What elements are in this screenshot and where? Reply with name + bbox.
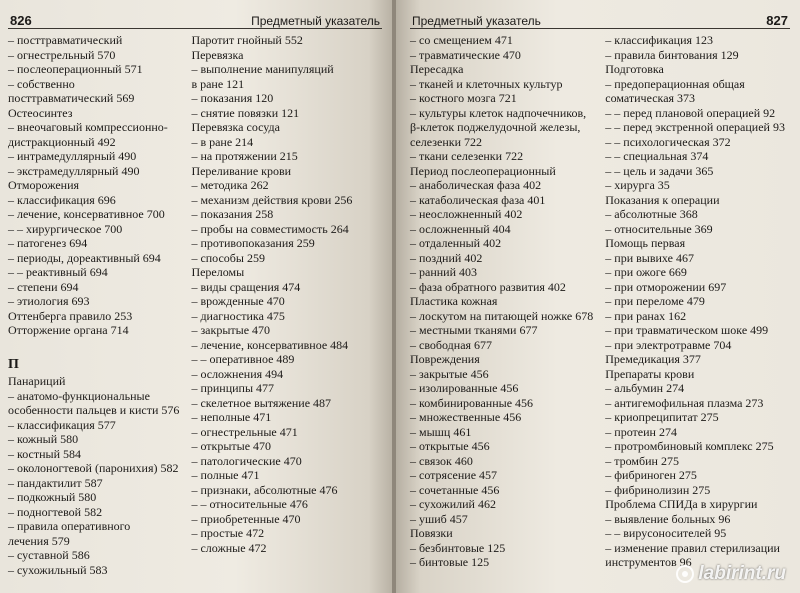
index-entry: – скелетное вытяжение 487	[191, 395, 332, 410]
index-entry: – анаболическая фаза 402	[410, 178, 542, 192]
index-entry: – на протяжении 215	[191, 149, 298, 163]
index-entry: – ранний 403	[410, 265, 478, 279]
index-entry: – закрытые 470	[191, 323, 271, 337]
index-entry: – приобретенные 470	[191, 511, 301, 526]
index-entry: – мышц 461	[410, 424, 472, 439]
index-entry: Перевязка	[191, 47, 244, 62]
index-entry: – осложненный 404	[410, 221, 511, 236]
index-entry: – посттравматический	[8, 33, 123, 47]
page-number: 827	[766, 13, 788, 28]
letter-heading: П	[8, 357, 19, 372]
index-entry: – при переломе 479	[605, 294, 705, 308]
index-entry: – – перед плановой операцией 92	[605, 105, 776, 120]
index-entry: – огнестрельные 471	[191, 424, 298, 439]
watermark	[676, 563, 786, 585]
index-entry: – правила бинтования 129	[605, 47, 739, 62]
index-entry: Переливание крови	[191, 163, 292, 178]
index-entry: Переломы	[191, 265, 245, 279]
index-entry: – – перед экстренной операцией 93	[605, 120, 785, 134]
index-entry: – ушиб 457	[410, 511, 468, 526]
index-entry: – лечение, консервативное 700	[8, 207, 165, 221]
index-entry: – виды сращения 474	[191, 279, 301, 294]
index-entry: – сотрясение 457	[410, 468, 498, 482]
index-entry: – закрытые 456	[410, 366, 489, 381]
labirint-logo-icon	[676, 565, 694, 583]
index-entry: – – вирусоносителей 95	[605, 526, 727, 540]
index-entry: – подногтевой 582	[8, 504, 103, 519]
index-entry: – сочетанные 456	[410, 482, 500, 497]
index-entry: – сложные 472	[191, 540, 267, 555]
index-entry: – при отморожении 697	[605, 279, 727, 294]
index-entry: – – цель и задачи 365	[605, 163, 714, 178]
index-entry: Повреждения	[410, 352, 480, 366]
index-entry: Остеосинтез	[8, 105, 73, 120]
right-page-columns	[410, 33, 790, 570]
index-entry: – суставной 586	[8, 548, 90, 562]
index-entry: – патологические 470	[191, 453, 302, 468]
index-entry: – неполные 471	[191, 410, 272, 424]
index-entry: – относительные 369	[605, 221, 713, 236]
index-entry: Перевязка сосуда	[191, 120, 280, 134]
index-entry: – патогенез 694	[8, 236, 88, 250]
index-entry: – неосложненный 402	[410, 207, 523, 221]
index-entry: – хирурга 35	[605, 178, 670, 192]
index-entry: Панариций	[8, 374, 66, 388]
index-entry: – фибриноген 275	[605, 468, 697, 482]
index-entry: – свободная 677	[410, 337, 493, 352]
index-entry: – ткани селезенки 722	[410, 149, 524, 163]
index-entry: – противопоказания 259	[191, 236, 315, 250]
index-entry: – снятие повязки 121	[191, 105, 300, 120]
index-entry: – при вывихе 467	[605, 250, 694, 265]
index-entry: – огнестрельный 570	[8, 47, 116, 62]
index-entry: – правила оперативного	[8, 519, 131, 533]
index-entry: посттравматический 569	[8, 91, 135, 105]
index-entry: – изолированные 456	[410, 381, 519, 395]
index-entry: – принципы 477	[191, 381, 275, 395]
index-entry: – – оперативное 489	[191, 352, 295, 366]
index-entry: – при ранах 162	[605, 308, 687, 323]
index-entry: – осложнения 494	[191, 366, 284, 381]
index-entry: – тромбин 275	[605, 453, 679, 468]
index-entry: – костного мозга 721	[410, 91, 517, 105]
index-entry: – – относительные 476	[191, 497, 308, 511]
index-entry: Помощь первая	[605, 236, 686, 250]
index-entry: Проблема СПИДа в хирургии	[605, 497, 758, 511]
index-entry: – классификация 123	[605, 33, 714, 47]
index-entry	[8, 338, 179, 353]
index-entry: – лоскутом на питающей ножке 678	[410, 308, 594, 323]
index-entry: β-клеток поджелудочной железы,	[410, 120, 581, 134]
index-entry: – экстрамедуллярный 490	[8, 163, 140, 178]
index-entry: Паротит гнойный 552	[191, 33, 303, 47]
index-entry: Период послеоперационный	[410, 163, 556, 178]
index-entry: – сухожильный 583	[8, 562, 108, 577]
index-entry: дистракционный 492	[8, 134, 116, 149]
index-column	[191, 33, 382, 577]
index-entry: соматическая 373	[605, 91, 696, 105]
index-entry: – открытые 470	[191, 439, 272, 453]
index-entry: Повязки	[410, 526, 453, 540]
index-entry: – – хирургическое 700	[8, 221, 123, 236]
index-entry: – криопреципитат 275	[605, 410, 719, 424]
index-entry: – при электротравме 704	[605, 337, 732, 352]
index-entry: – предоперационная общая	[605, 76, 745, 91]
index-entry: – изменение правил стерилизации	[605, 540, 780, 555]
index-entry: – степени 694	[8, 279, 79, 294]
index-entry: – при травматическом шоке 499	[605, 323, 769, 337]
index-entry: – лечение, консервативное 484	[191, 337, 349, 352]
index-entry: – связок 460	[410, 453, 473, 468]
index-entry: Оттенберга правило 253	[8, 308, 133, 323]
index-entry: – открытые 456	[410, 439, 490, 453]
index-entry: – абсолютные 368	[605, 207, 698, 221]
index-entry: – антигемофильная плазма 273	[605, 395, 764, 410]
index-entry: – этиология 693	[8, 294, 90, 308]
index-entry: – показания 120	[191, 91, 274, 105]
index-entry: – пробы на совместимость 264	[191, 221, 349, 236]
index-entry: – признаки, абсолютные 476	[191, 482, 338, 497]
index-entry: – анатомо-функциональные	[8, 388, 150, 403]
index-entry: – внеочаговый компрессионно-	[8, 120, 168, 134]
index-entry: – кожный 580	[8, 432, 79, 446]
index-entry: – пандактилит 587	[8, 475, 103, 490]
index-entry: – полные 471	[191, 468, 260, 482]
index-entry: Отторжение органа 714	[8, 323, 129, 337]
index-entry: – фибринолизин 275	[605, 482, 711, 497]
running-head: Предметный указатель	[251, 14, 380, 28]
index-entry: Показания к операции	[605, 192, 720, 207]
index-entry: – простые 472	[191, 526, 265, 540]
index-entry: – протеин 274	[605, 424, 677, 439]
index-entry: – отдаленный 402	[410, 236, 502, 250]
index-entry: – множественные 456	[410, 410, 522, 424]
index-entry: – подкожный 580	[8, 490, 97, 504]
index-entry: – альбумин 274	[605, 381, 685, 395]
index-entry: – костный 584	[8, 446, 81, 461]
index-entry: – катаболическая фаза 401	[410, 192, 546, 207]
index-entry: Пересадка	[410, 62, 464, 76]
left-page-header	[8, 8, 382, 29]
index-entry: – комбинированные 456	[410, 395, 534, 410]
index-entry: в ране 121	[191, 76, 245, 91]
index-entry: Препараты крови	[605, 366, 695, 381]
index-entry: Пластика кожная	[410, 294, 498, 308]
index-entry: особенности пальцев и кисти 576	[8, 403, 180, 417]
index-entry: – при ожоге 669	[605, 265, 687, 279]
index-entry: Подготовка	[605, 62, 664, 76]
index-entry: инструментов 96	[605, 555, 692, 569]
index-entry: – показания 258	[191, 207, 274, 221]
watermark-text: labirint.ru	[698, 563, 786, 584]
index-entry: – протромбиновый комплекс 275	[605, 439, 774, 453]
index-column	[605, 33, 790, 570]
left-page	[0, 0, 392, 593]
index-entry: – врожденные 470	[191, 294, 285, 308]
left-page-columns	[8, 33, 382, 577]
index-entry: – выполнение манипуляций	[191, 62, 334, 76]
index-entry: – классификация 577	[8, 417, 116, 432]
index-entry: – бинтовые 125	[410, 555, 490, 569]
index-entry: – периоды, дореактивный 694	[8, 250, 161, 265]
index-column	[410, 33, 593, 570]
index-entry: – послеоперационный 571	[8, 62, 143, 76]
index-entry: – культуры клеток надпочечников,	[410, 105, 587, 120]
index-entry: Премедикация 377	[605, 352, 701, 366]
index-entry: – в ране 214	[191, 134, 254, 149]
index-column	[8, 33, 179, 577]
index-entry: селезенки 722	[410, 134, 482, 149]
index-entry: – тканей и клеточных культур	[410, 76, 563, 91]
running-head: Предметный указатель	[412, 14, 541, 28]
index-entry: – травматические 470	[410, 47, 521, 62]
page-number: 826	[10, 13, 32, 28]
index-entry: – собственно	[8, 76, 75, 91]
index-entry: – – реактивный 694	[8, 265, 108, 279]
index-entry: лечения 579	[8, 533, 70, 548]
index-entry: – способы 259	[191, 250, 265, 265]
right-page-header	[410, 8, 790, 29]
index-entry: – фаза обратного развития 402	[410, 279, 566, 294]
index-entry: Отморожения	[8, 178, 80, 192]
index-entry: – поздний 402	[410, 250, 483, 265]
index-entry: – сухожилий 462	[410, 497, 496, 511]
index-entry: – классификация 696	[8, 192, 116, 207]
index-entry: – методика 262	[191, 178, 269, 192]
index-entry: – околоногтевой (паронихия) 582	[8, 461, 179, 475]
index-entry: – интрамедуллярный 490	[8, 149, 137, 163]
index-entry: – местными тканями 677	[410, 323, 538, 337]
index-entry: – – психологическая 372	[605, 134, 731, 149]
right-page	[396, 0, 800, 593]
index-entry: – – специальная 374	[605, 149, 709, 163]
index-entry: – безбинтовые 125	[410, 540, 506, 555]
index-entry: – выявление больных 96	[605, 511, 731, 526]
index-entry: – со смещением 471	[410, 33, 513, 47]
index-entry: – диагностика 475	[191, 308, 285, 323]
index-entry: – механизм действия крови 256	[191, 192, 353, 207]
